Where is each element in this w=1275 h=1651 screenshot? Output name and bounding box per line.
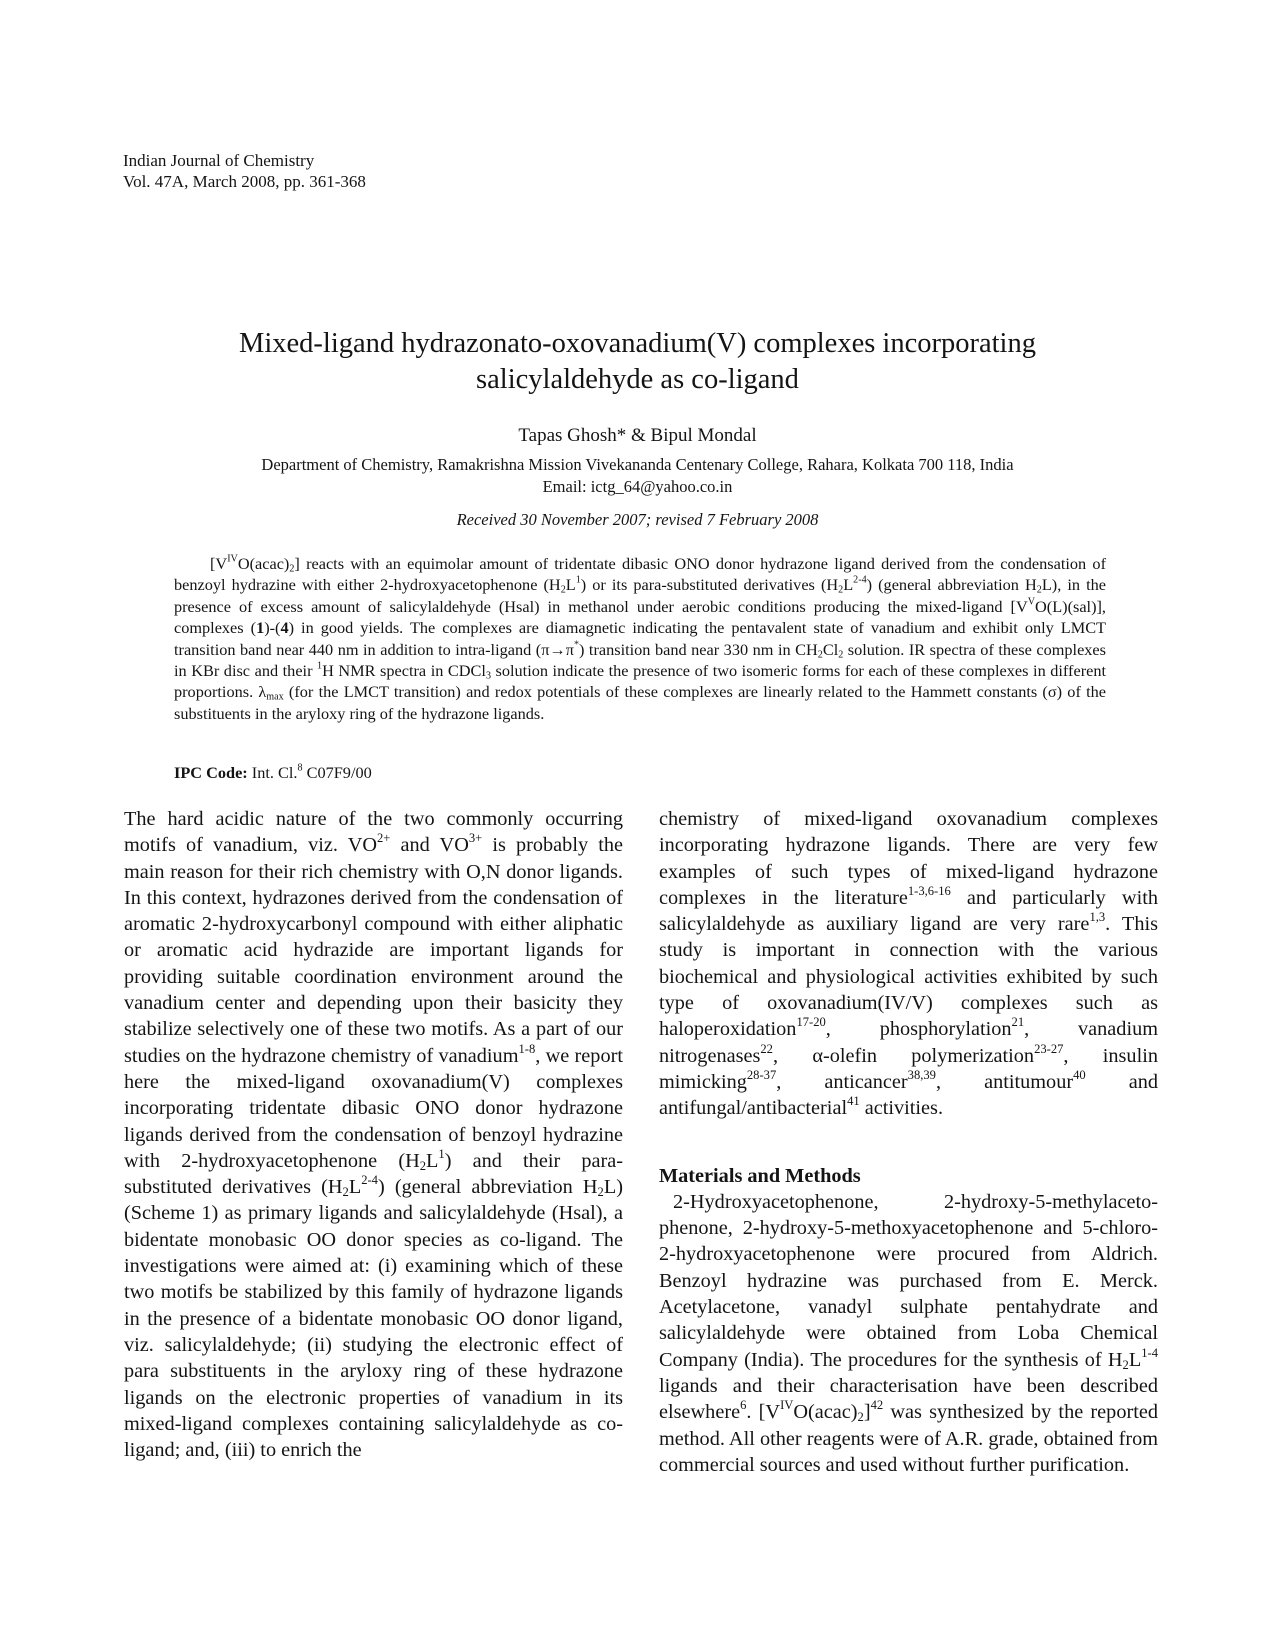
paper-title [120,326,1155,398]
ipc-code: IPC Code: Int. Cl.$^8$ C07F9/00 [174,762,372,782]
ipc-label: IPC Code: [174,763,248,782]
title-line-2: salicylaldehyde as co-ligand [476,364,799,395]
authors: Tapas Ghosh* & Bipul Mondal [518,425,757,446]
journal-citation: Vol. 47A, March 2008, pp. 361-368 [123,172,366,191]
body-column-right [659,806,1158,1478]
affiliation: Department of Chemistry, Ramakrishna Mission Vivekananda Centenary College, Rahara, Kolkata 700 118, India [261,455,1014,474]
section-heading-materials: Materials and Methods [659,1164,861,1187]
affiliation-block [120,454,1155,498]
email: Email: ictg_64@yahoo.co.in [542,477,733,496]
journal-header [123,150,366,192]
materials-paragraph: 2-Hydroxyacetophenone, 2-hydroxy-5-methylaceto-phenone, 2-hydroxy-5-methoxyacetophenone and 5-chloro-2-hydroxyacetophenone were procured from Aldrich. Benzoyl hydrazine was purchased from E. Merck. Acetylacetone, vanadyl sulphate pentahydrate and salicylaldehyde were obtained from Loba Chemical Company (India). The procedures for the synthesis of $H_2L^{1-4}$ ligands and their characterisation have been described elsewhere$^6$. $[V^{IV}O(acac)_2]^{42}$ was synthesized by the reported method. All other reagents were of A.R. grade, obtained from commercial sources and used without further purification. [659,1190,1158,1476]
received-dates: Received 30 November 2007; revised 7 February 2008 [456,510,819,529]
journal-name: Indian Journal of Chemistry [123,151,315,170]
intro-continued-paragraph: chemistry of mixed-ligand oxovanadium complexes incorporating hydrazone ligands. There are very few examples of such types of mixed-ligand hydrazone complexes in the literature$^{1-3,6-16}$ and particularly with salicylaldehyde as auxiliary ligand are very rare$^{1,3}$. This study is important in connection with the various biochemical and physiological activities exhibited by such type of oxovanadium(IV/V) complexes such as haloperoxidation$^{17-20}$, phosphorylation$^{21}$, vanadium nitrogenases$^{22}$, α-olefin polymerization$^{23-27}$, insulin mimicking$^{28-37}$, anticancer$^{38,39}$, antitumour$^{40}$ and antifungal/antibacterial$^{41}$ activities. [659,808,1158,1120]
title-line-1: Mixed-ligand hydrazonato-oxovanadium(V) complexes incorporating [239,328,1036,359]
intro-paragraph: The hard acidic nature of the two commonly occurring motifs of vanadium, viz. $VO^{2+}$ and $VO^{3+}$ is probably the main reason for their rich chemistry with O,N donor ligands. In this context, hydrazones derived from the condensation of aromatic 2-hydroxycarbonyl compound with either aliphatic or aromatic acid hydrazide are important ligands for providing suitable coordination environment around the vanadium center and depending upon their basicity they stabilize selectively one of these two motifs. As a part of our studies on the hydrazone chemistry of vanadium$^{1-8}$, we report here the mixed-ligand oxovanadium(V) complexes incorporating tridentate dibasic ONO donor hydrazone ligands derived from the condensation of benzoyl hydrazine with 2-hydroxyacetophenone $(H_2L^1)$ and their para-substituted derivatives $(H_2L^{2-4})$ (general abbreviation $H_2L$) (Scheme 1) as primary ligands and salicylaldehyde (Hsal), a bidentate monobasic OO donor species as co-ligand. The investigations were aimed at: (i) examining which of these two motifs be stabilized by this family of hydrazone ligands in the presence of a bidentate monobasic OO donor ligand, viz. salicylaldehyde; (ii) studying the electronic effect of para substituents in the aryloxy ring of these hydrazone ligands on the electronic properties of vanadium in its mixed-ligand complexes containing salicylaldehyde as co-ligand; and, (iii) to enrich the [124,808,623,1462]
body-column-left [124,806,623,1463]
abstract: $[V^{IV}O(acac)_2]$ reacts with an equimolar amount of tridentate dibasic ONO donor hydrazone ligand derived from the condensation of benzoyl hydrazine with either 2-hydroxyacetophenone $(H_2L^1)$ or its para-substituted derivatives $(H_2L^{2-4})$ (general abbreviation $H_2L$), in the presence of excess amount of salicylaldehyde (Hsal) in methanol under aerobic conditions producing the mixed-ligand $[V^VO(L)(sal)]$, complexes (1)-(4) in good yields. The complexes are diamagnetic indicating the pentavalent state of vanadium and exhibit only LMCT transition band near 440 nm in addition to intra-ligand (π→π*) transition band near 330 nm in $CH_2Cl_2$ solution. IR spectra of these complexes in KBr disc and their $^1$H NMR spectra in CDCl$_3$ solution indicate the presence of two isomeric forms for each of these complexes in different proportions. $\lambda_{max}$ (for the LMCT transition) and redox potentials of these complexes are linearly related to the Hammett constants (σ) of the substituents in the aryloxy ring of the hydrazone ligands. [174,553,1107,723]
